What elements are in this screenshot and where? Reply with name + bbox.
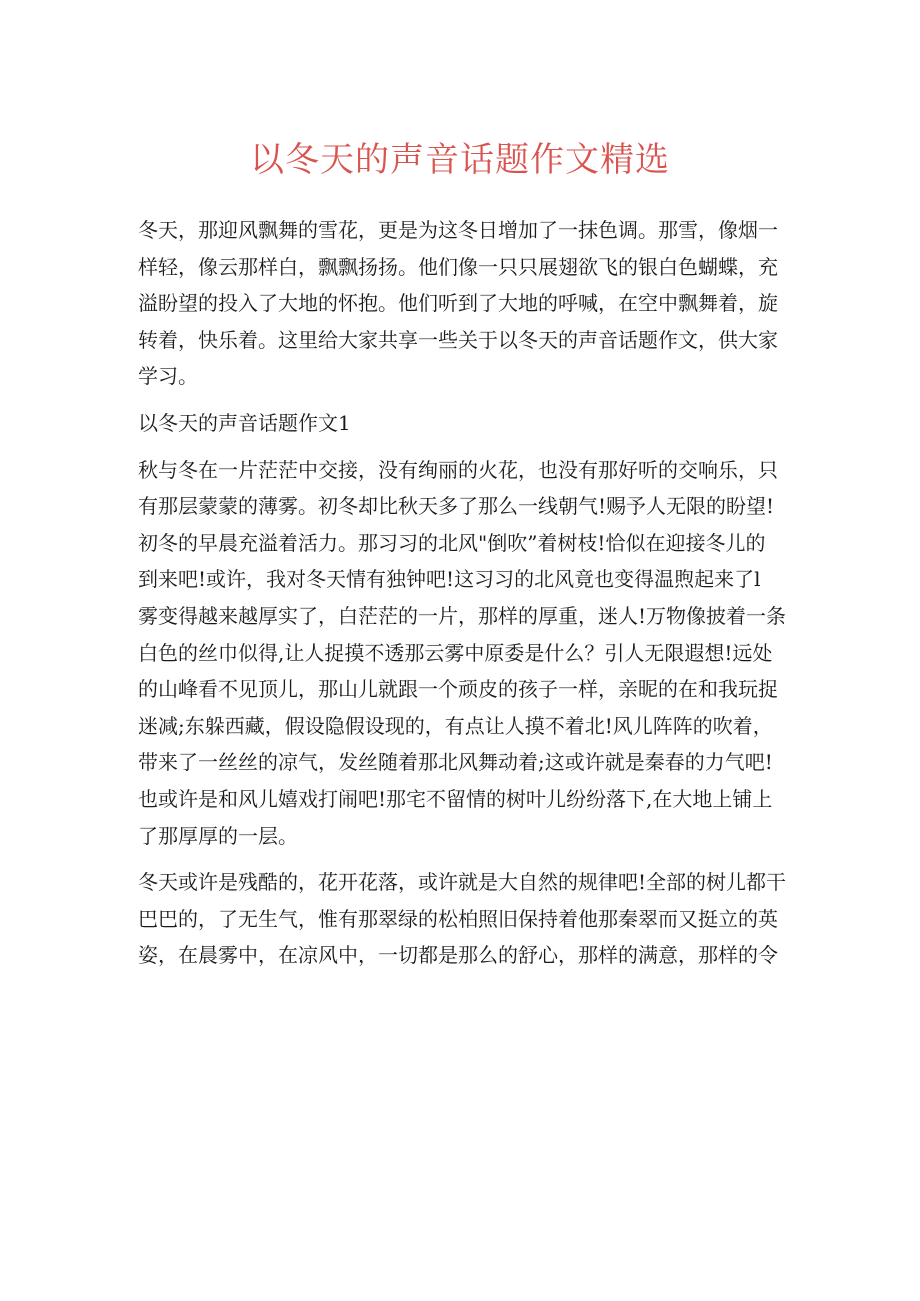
section-subheading (138, 405, 788, 442)
text-line: 姿，在晨雾中，在凉风中，一切都是那么的舒心，那样的满意，那样的令 (138, 943, 778, 968)
text-line: 巴巴的，了无生气，惟有那翠绿的松柏照旧保持着他那秦翠而又挺立的英 (138, 906, 778, 931)
text-line: 溢盼望的投入了大地的怀抱。他们听到了大地的呼喊，在空中飘舞着，旋 (138, 291, 778, 316)
intro-paragraph (138, 212, 788, 395)
text-line: 转着，快乐着。这里给大家共享一些关于以冬天的声音话题作文，供大家 (138, 327, 778, 352)
essay-paragraph-2 (138, 864, 788, 974)
text-line: 带来了一丝丝的凉气，发丝随着那北风舞动着;这或许就是秦春的力气吧! (138, 750, 773, 775)
text-line: 冬天或许是残酷的，花开花落，或许就是大自然的规律吧!全部的树儿都干 (138, 870, 787, 895)
text-line: 到来吧!或许，我对冬天情有独钟吧!这习习的北风竟也变得温煦起来了l (138, 567, 761, 592)
text-line: 也或许是和风儿嬉戏打闹吧!那宅不留情的树叶儿纷纷落下,在大地上铺上 (138, 786, 773, 811)
text-line: 了那厚厚的一层。 (138, 823, 298, 848)
text-line: 有那层蒙蒙的薄雾。初冬却比秋天多了那么一线朝气!赐予人无限的盼望! (138, 494, 775, 519)
text-line: 的山峰看不见顶儿，那山儿就跟一个顽皮的孩子一样，亲昵的在和我玩捉 (138, 677, 778, 702)
text-line: 雾变得越来越厚实了，白茫茫的一片，那样的厚重，迷人!万物像披着一条 (138, 603, 787, 628)
text-line: 初冬的早晨充溢着活力。那习习的北风"倒吹”着树枝!恰似在迎接冬儿的 (138, 530, 766, 555)
text-line: 样轻，像云那样白，飘飘扬扬。他们像一只只展翅欲飞的银白色蝴蝶，充 (138, 254, 778, 279)
text-line: 学习。 (138, 364, 198, 389)
page-title: 以冬天的声音话题作文精选 (250, 140, 670, 180)
essay-paragraph-1 (138, 452, 788, 855)
text-line: 冬天，那迎风飘舞的雪花，更是为这冬日增加了一抹色调。那雪，像烟一 (138, 218, 778, 242)
subheading-text: 以冬天的声音话题作文1 (138, 410, 351, 435)
text-line: 白色的丝巾似得,让人捉摸不透那云雾中原委是什么？引人无限遐想!远处 (138, 640, 773, 665)
text-line: 迷减;东躲西藏，假设隐假设现的，有点让人摸不着北!风儿阵阵的吹着， (138, 713, 773, 738)
document-body (138, 212, 788, 984)
text-line: 秋与冬在一片茫茫中交接，没有绚丽的火花，也没有那好听的交响乐，只 (138, 457, 778, 482)
